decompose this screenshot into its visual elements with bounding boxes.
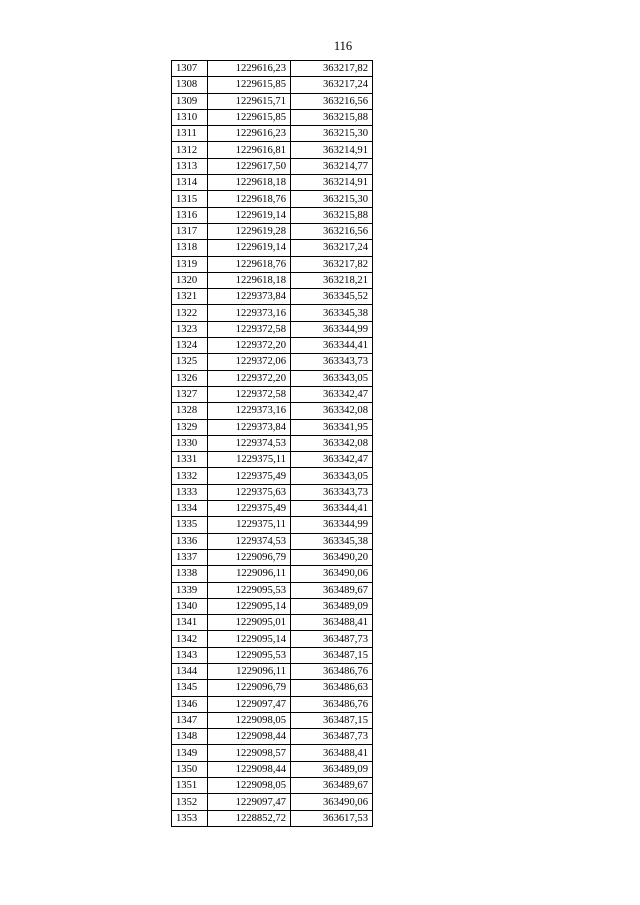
table-row <box>172 207 373 223</box>
y-coordinate-cell: 363343,05 <box>291 468 373 484</box>
point-number-cell: 1323 <box>172 321 208 337</box>
y-coordinate-cell: 363487,15 <box>291 712 373 728</box>
y-coordinate-cell: 363217,82 <box>291 256 373 272</box>
table-row <box>172 191 373 207</box>
y-coordinate-cell: 363217,24 <box>291 77 373 93</box>
point-number-cell: 1343 <box>172 647 208 663</box>
y-coordinate-cell: 363215,88 <box>291 109 373 125</box>
point-number-cell: 1353 <box>172 810 208 826</box>
y-coordinate-cell: 363343,05 <box>291 370 373 386</box>
x-coordinate-cell: 1229095,53 <box>208 647 291 663</box>
y-coordinate-cell: 363343,73 <box>291 354 373 370</box>
x-coordinate-cell: 1229616,23 <box>208 61 291 77</box>
x-coordinate-cell: 1229096,79 <box>208 680 291 696</box>
table-row <box>172 142 373 158</box>
table-row <box>172 305 373 321</box>
y-coordinate-cell: 363486,76 <box>291 663 373 679</box>
point-number-cell: 1313 <box>172 158 208 174</box>
y-coordinate-cell: 363488,41 <box>291 745 373 761</box>
x-coordinate-cell: 1229098,05 <box>208 778 291 794</box>
x-coordinate-cell: 1229618,18 <box>208 272 291 288</box>
point-number-cell: 1333 <box>172 484 208 500</box>
y-coordinate-cell: 363487,15 <box>291 647 373 663</box>
y-coordinate-cell: 363215,30 <box>291 126 373 142</box>
y-coordinate-cell: 363215,88 <box>291 207 373 223</box>
table-row <box>172 663 373 679</box>
y-coordinate-cell: 363489,09 <box>291 598 373 614</box>
x-coordinate-cell: 1229374,53 <box>208 435 291 451</box>
table-row <box>172 598 373 614</box>
y-coordinate-cell: 363344,41 <box>291 501 373 517</box>
table-row <box>172 419 373 435</box>
x-coordinate-cell: 1228852,72 <box>208 810 291 826</box>
y-coordinate-cell: 363341,95 <box>291 419 373 435</box>
x-coordinate-cell: 1229372,20 <box>208 370 291 386</box>
table-row <box>172 370 373 386</box>
point-number-cell: 1319 <box>172 256 208 272</box>
table-row <box>172 289 373 305</box>
point-number-cell: 1341 <box>172 615 208 631</box>
table-row <box>172 696 373 712</box>
table-row <box>172 338 373 354</box>
table-row <box>172 321 373 337</box>
table-row <box>172 403 373 419</box>
point-number-cell: 1325 <box>172 354 208 370</box>
y-coordinate-cell: 363216,56 <box>291 223 373 239</box>
y-coordinate-cell: 363344,99 <box>291 517 373 533</box>
x-coordinate-cell: 1229615,85 <box>208 77 291 93</box>
y-coordinate-cell: 363214,91 <box>291 175 373 191</box>
table-row <box>172 794 373 810</box>
page-number: 116 <box>333 39 353 53</box>
y-coordinate-cell: 363488,41 <box>291 615 373 631</box>
point-number-cell: 1312 <box>172 142 208 158</box>
table-row <box>172 435 373 451</box>
point-number-cell: 1328 <box>172 403 208 419</box>
table-row <box>172 109 373 125</box>
y-coordinate-cell: 363345,38 <box>291 533 373 549</box>
x-coordinate-cell: 1229372,06 <box>208 354 291 370</box>
y-coordinate-cell: 363489,67 <box>291 582 373 598</box>
point-number-cell: 1311 <box>172 126 208 142</box>
y-coordinate-cell: 363217,82 <box>291 61 373 77</box>
table-row <box>172 549 373 565</box>
y-coordinate-cell: 363487,73 <box>291 631 373 647</box>
x-coordinate-cell: 1229618,76 <box>208 191 291 207</box>
table-row <box>172 712 373 728</box>
point-number-cell: 1334 <box>172 501 208 517</box>
y-coordinate-cell: 363345,38 <box>291 305 373 321</box>
point-number-cell: 1330 <box>172 435 208 451</box>
point-number-cell: 1347 <box>172 712 208 728</box>
y-coordinate-cell: 363490,06 <box>291 794 373 810</box>
x-coordinate-cell: 1229095,14 <box>208 598 291 614</box>
x-coordinate-cell: 1229098,44 <box>208 761 291 777</box>
y-coordinate-cell: 363343,73 <box>291 484 373 500</box>
table-row <box>172 77 373 93</box>
x-coordinate-cell: 1229096,79 <box>208 549 291 565</box>
table-row <box>172 501 373 517</box>
x-coordinate-cell: 1229619,28 <box>208 223 291 239</box>
x-coordinate-cell: 1229098,57 <box>208 745 291 761</box>
point-number-cell: 1337 <box>172 549 208 565</box>
point-number-cell: 1342 <box>172 631 208 647</box>
table-row <box>172 468 373 484</box>
x-coordinate-cell: 1229095,14 <box>208 631 291 647</box>
point-number-cell: 1315 <box>172 191 208 207</box>
table-row <box>172 745 373 761</box>
point-number-cell: 1339 <box>172 582 208 598</box>
y-coordinate-cell: 363214,91 <box>291 142 373 158</box>
point-number-cell: 1318 <box>172 240 208 256</box>
point-number-cell: 1324 <box>172 338 208 354</box>
y-coordinate-cell: 363342,08 <box>291 403 373 419</box>
point-number-cell: 1317 <box>172 223 208 239</box>
point-number-cell: 1338 <box>172 566 208 582</box>
x-coordinate-cell: 1229374,53 <box>208 533 291 549</box>
y-coordinate-cell: 363486,63 <box>291 680 373 696</box>
x-coordinate-cell: 1229373,84 <box>208 289 291 305</box>
x-coordinate-cell: 1229096,11 <box>208 566 291 582</box>
x-coordinate-cell: 1229372,58 <box>208 386 291 402</box>
table-row <box>172 256 373 272</box>
y-coordinate-cell: 363344,99 <box>291 321 373 337</box>
point-number-cell: 1329 <box>172 419 208 435</box>
coordinates-table-body <box>172 61 373 827</box>
y-coordinate-cell: 363487,73 <box>291 729 373 745</box>
point-number-cell: 1322 <box>172 305 208 321</box>
table-row <box>172 354 373 370</box>
point-number-cell: 1351 <box>172 778 208 794</box>
x-coordinate-cell: 1229098,05 <box>208 712 291 728</box>
point-number-cell: 1352 <box>172 794 208 810</box>
point-number-cell: 1348 <box>172 729 208 745</box>
y-coordinate-cell: 363489,09 <box>291 761 373 777</box>
x-coordinate-cell: 1229098,44 <box>208 729 291 745</box>
y-coordinate-cell: 363345,52 <box>291 289 373 305</box>
y-coordinate-cell: 363342,08 <box>291 435 373 451</box>
point-number-cell: 1321 <box>172 289 208 305</box>
table-row <box>172 729 373 745</box>
x-coordinate-cell: 1229619,14 <box>208 240 291 256</box>
table-row <box>172 223 373 239</box>
point-number-cell: 1307 <box>172 61 208 77</box>
table-row <box>172 126 373 142</box>
point-number-cell: 1344 <box>172 663 208 679</box>
table-row <box>172 452 373 468</box>
table-row <box>172 810 373 826</box>
table-row <box>172 93 373 109</box>
table-row <box>172 566 373 582</box>
x-coordinate-cell: 1229097,47 <box>208 696 291 712</box>
y-coordinate-cell: 363216,56 <box>291 93 373 109</box>
point-number-cell: 1335 <box>172 517 208 533</box>
point-number-cell: 1346 <box>172 696 208 712</box>
point-number-cell: 1314 <box>172 175 208 191</box>
y-coordinate-cell: 363342,47 <box>291 452 373 468</box>
table-row <box>172 615 373 631</box>
x-coordinate-cell: 1229372,20 <box>208 338 291 354</box>
x-coordinate-cell: 1229095,53 <box>208 582 291 598</box>
y-coordinate-cell: 363218,21 <box>291 272 373 288</box>
point-number-cell: 1309 <box>172 93 208 109</box>
x-coordinate-cell: 1229619,14 <box>208 207 291 223</box>
table-row <box>172 386 373 402</box>
y-coordinate-cell: 363344,41 <box>291 338 373 354</box>
x-coordinate-cell: 1229616,23 <box>208 126 291 142</box>
y-coordinate-cell: 363215,30 <box>291 191 373 207</box>
x-coordinate-cell: 1229375,11 <box>208 517 291 533</box>
table-row <box>172 680 373 696</box>
table-row <box>172 175 373 191</box>
x-coordinate-cell: 1229373,16 <box>208 305 291 321</box>
point-number-cell: 1332 <box>172 468 208 484</box>
x-coordinate-cell: 1229616,81 <box>208 142 291 158</box>
x-coordinate-cell: 1229097,47 <box>208 794 291 810</box>
point-number-cell: 1340 <box>172 598 208 614</box>
y-coordinate-cell: 363214,77 <box>291 158 373 174</box>
x-coordinate-cell: 1229375,49 <box>208 501 291 517</box>
y-coordinate-cell: 363342,47 <box>291 386 373 402</box>
table-row <box>172 582 373 598</box>
table-row <box>172 61 373 77</box>
point-number-cell: 1308 <box>172 77 208 93</box>
point-number-cell: 1331 <box>172 452 208 468</box>
y-coordinate-cell: 363217,24 <box>291 240 373 256</box>
y-coordinate-cell: 363486,76 <box>291 696 373 712</box>
table-row <box>172 272 373 288</box>
x-coordinate-cell: 1229373,16 <box>208 403 291 419</box>
table-row <box>172 631 373 647</box>
table-row <box>172 647 373 663</box>
x-coordinate-cell: 1229618,18 <box>208 175 291 191</box>
point-number-cell: 1350 <box>172 761 208 777</box>
point-number-cell: 1310 <box>172 109 208 125</box>
table-row <box>172 517 373 533</box>
y-coordinate-cell: 363617,53 <box>291 810 373 826</box>
point-number-cell: 1320 <box>172 272 208 288</box>
table-row <box>172 533 373 549</box>
x-coordinate-cell: 1229615,71 <box>208 93 291 109</box>
table-row <box>172 158 373 174</box>
point-number-cell: 1327 <box>172 386 208 402</box>
point-number-cell: 1345 <box>172 680 208 696</box>
y-coordinate-cell: 363489,67 <box>291 778 373 794</box>
y-coordinate-cell: 363490,20 <box>291 549 373 565</box>
x-coordinate-cell: 1229095,01 <box>208 615 291 631</box>
table-row <box>172 761 373 777</box>
point-number-cell: 1316 <box>172 207 208 223</box>
x-coordinate-cell: 1229096,11 <box>208 663 291 679</box>
x-coordinate-cell: 1229375,11 <box>208 452 291 468</box>
x-coordinate-cell: 1229375,49 <box>208 468 291 484</box>
table-row <box>172 778 373 794</box>
table-row <box>172 484 373 500</box>
x-coordinate-cell: 1229372,58 <box>208 321 291 337</box>
y-coordinate-cell: 363490,06 <box>291 566 373 582</box>
table-row <box>172 240 373 256</box>
point-number-cell: 1326 <box>172 370 208 386</box>
point-number-cell: 1349 <box>172 745 208 761</box>
x-coordinate-cell: 1229617,50 <box>208 158 291 174</box>
x-coordinate-cell: 1229615,85 <box>208 109 291 125</box>
point-number-cell: 1336 <box>172 533 208 549</box>
x-coordinate-cell: 1229373,84 <box>208 419 291 435</box>
coordinates-table <box>171 60 373 827</box>
x-coordinate-cell: 1229618,76 <box>208 256 291 272</box>
x-coordinate-cell: 1229375,63 <box>208 484 291 500</box>
